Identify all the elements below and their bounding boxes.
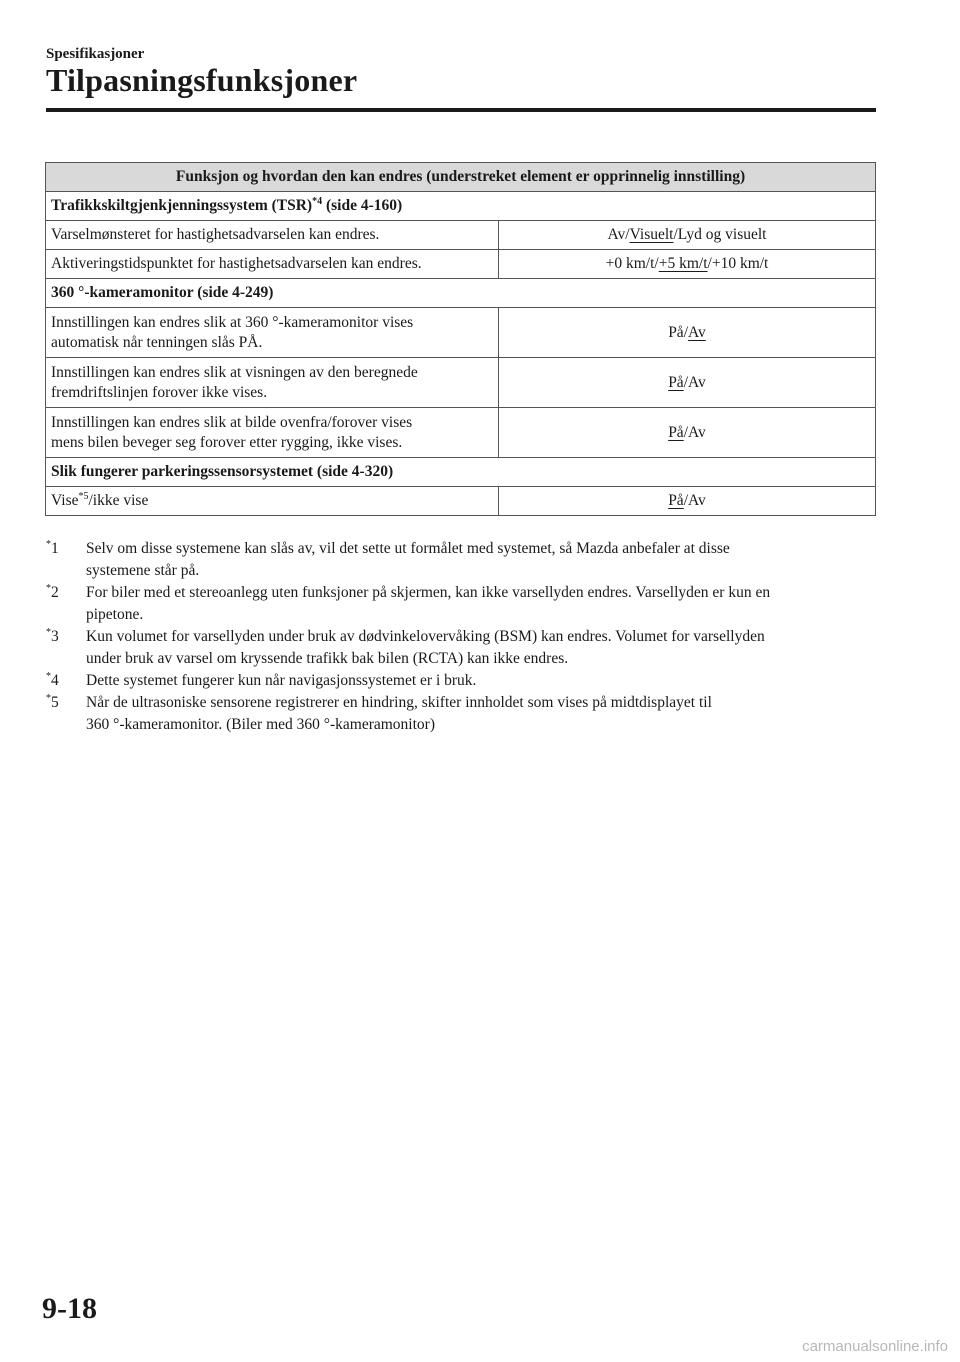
row-options: På/Av xyxy=(499,308,876,358)
row-options: Av/Visuelt/Lyd og visuelt xyxy=(499,221,876,250)
default-option: På xyxy=(668,373,684,391)
table-row xyxy=(46,487,876,516)
default-option: På xyxy=(668,423,684,441)
default-option: Av xyxy=(688,323,706,341)
table-heading: Funksjon og hvordan den kan endres (understreket element er opprinnelig innstilling) xyxy=(46,163,876,192)
footnote-marker: *4 xyxy=(46,671,59,689)
row-description: Innstillingen kan endres slik at 360 °-kameramonitor vises automatisk når tenningen slås PÅ. xyxy=(46,308,499,358)
table-row xyxy=(46,358,876,408)
footnote-marker: *3 xyxy=(46,627,59,645)
default-option: På xyxy=(668,492,684,509)
footnote: *2 For biler med et stereoanlegg uten funksjoner på skjermen, kan ikke varsellyden endres. Varsellyden er kun en pipetone. xyxy=(46,583,771,623)
row-options: På/Av xyxy=(499,358,876,408)
default-option: +5 km/t xyxy=(658,255,708,272)
table-row xyxy=(46,408,876,458)
footnotes xyxy=(46,538,876,736)
section-row-tsr xyxy=(46,192,876,221)
section-title xyxy=(46,192,876,221)
footnote-ref: *5 xyxy=(78,491,89,502)
row-options: På/Av xyxy=(499,487,876,516)
section-label: Spesifikasjoner xyxy=(46,46,145,62)
footnote-marker: *5 xyxy=(46,693,59,711)
row-description: Varselmønsteret for hastighetsadvarselen kan endres. xyxy=(46,221,499,250)
default-option: Visuelt xyxy=(629,226,674,243)
footnote-marker: *1 xyxy=(46,539,59,557)
footnote: *5 Når de ultrasoniske sensorene registrerer en hindring, skifter innholdet som vises på midtdisplayet til 360 °-kameramonitor. (Biler med 360 °-kameramonitor) xyxy=(46,693,712,733)
footnote-ref: *4 xyxy=(312,196,323,207)
row-description: Vise$^{*5}$/ikke vise xyxy=(46,487,499,516)
watermark: carmanualsonline.info xyxy=(802,1338,948,1355)
section-title: Slik fungerer parkeringssensorsystemet (side 4-320) xyxy=(46,458,876,487)
footnote-marker: *2 xyxy=(46,583,59,601)
section-title-main: Trafikkskiltgjenkjenningssystem (TSR) xyxy=(51,197,313,214)
section-row-camera xyxy=(46,279,876,308)
row-description: Aktiveringstidspunktet for hastighetsadvarselen kan endres. xyxy=(46,250,499,279)
section-title-tail: (side 4-160) xyxy=(322,197,403,214)
row-options: +0 km/t/+5 km/t/+10 km/t xyxy=(499,250,876,279)
footnote: *4 Dette systemet fungerer kun når navigasjonssystemet er i bruk. xyxy=(46,670,876,692)
table-row xyxy=(46,221,876,250)
page-title: Tilpasningsfunksjoner xyxy=(46,62,358,98)
row-description: Innstillingen kan endres slik at visningen av den beregnede fremdriftslinjen forover ikke vises. xyxy=(46,358,499,408)
title-rule xyxy=(46,108,876,112)
table-header-row xyxy=(46,163,876,192)
customization-table xyxy=(45,162,876,516)
table-row xyxy=(46,250,876,279)
row-options: På/Av xyxy=(499,408,876,458)
row-description: Innstillingen kan endres slik at bilde ovenfra/forover vises mens bilen beveger seg forover etter rygging, ikke vises. xyxy=(46,408,499,458)
page-number: 9-18 xyxy=(42,1292,97,1325)
section-row-parking xyxy=(46,458,876,487)
footnote: *3 Kun volumet for varsellyden under bruk av dødvinkelovervåking (BSM) kan endres. Volumet for varsellyden under bruk av varsel om kryssende trafikk bak bilen (RCTA) kan ikke endres. xyxy=(46,627,765,667)
section-title: 360 °-kameramonitor (side 4-249) xyxy=(46,279,876,308)
table-row xyxy=(46,308,876,358)
footnote: *1 Selv om disse systemene kan slås av, vil det sette ut formålet med systemet, så Mazda anbefaler at disse systemene står på. xyxy=(46,539,730,579)
